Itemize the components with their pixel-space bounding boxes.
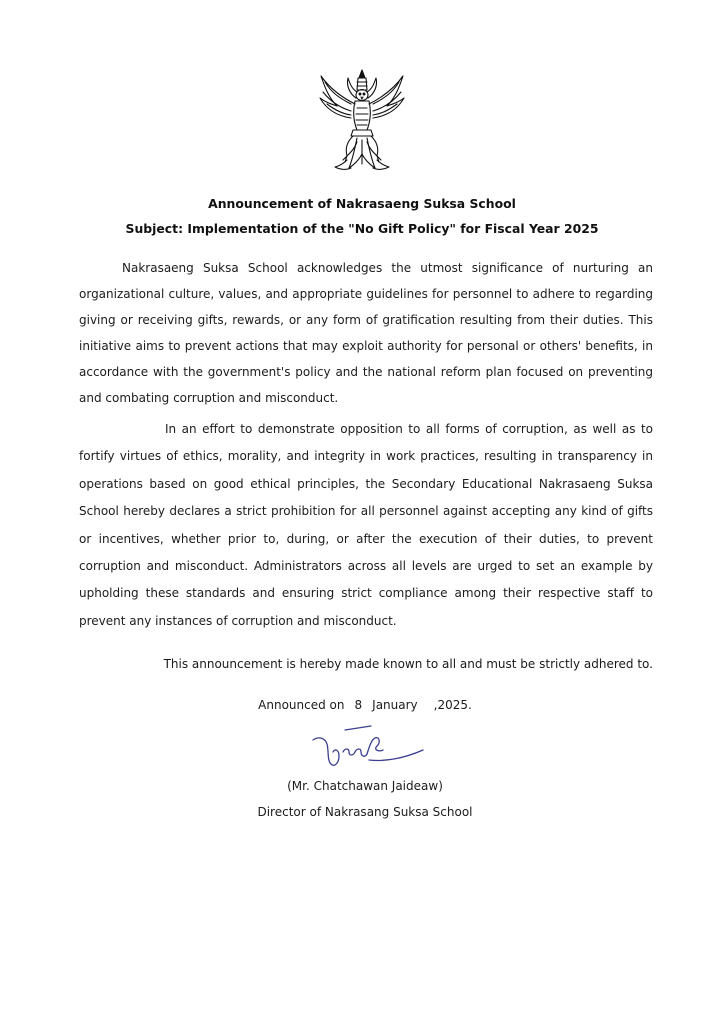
body-paragraph-2: In an effort to demonstrate opposition to all forms of corruption, as well as to fortify virtues of ethics, morality, and integrity in work practices, resulting in transparency in operations based on good ethical principles, the Secondary Educational Nakrasaeng Suksa School hereby declares a strict prohibition for all personnel against accepting any kind of gifts or incentives, whether prior to, during, or after the execution of their duties, to prevent corruption and misconduct. Administrators across all levels are urged to set an example by upholding these standards and ensuring strict compliance among their respective staff to prevent any instances of corruption and misconduct. [79,422,653,628]
announcement-title: Announcement of Nakrasaeng Suksa School [208,196,516,211]
announcement-subject: Subject: Implementation of the "No Gift Policy" for Fiscal Year 2025 [125,221,599,236]
announced-day: 8 [354,698,363,712]
signature [305,722,435,772]
signer-position: Director of Nakrasang Suksa School [257,805,473,819]
body-paragraph-3: This announcement is hereby made known to all and must be strictly adhered to. [163,657,653,671]
signer-name: (Mr. Chatchawan Jaideaw) [287,779,443,793]
garuda-emblem [317,68,407,178]
announcement-date-line [0,698,724,712]
announced-month: January [372,698,418,712]
announced-label: Announced on [258,698,345,712]
announced-year: ,2025. [433,698,472,712]
body-paragraph-1: Nakrasaeng Suksa School acknowledges the utmost significance of nurturing an organizational culture, values, and appropriate guidelines for personnel to adhere to regarding giving or receiving gifts, rewards, or any form of gratification resulting from their duties. This initiative aims to prevent actions that may exploit authority for personal or others' benefits, in accordance with the government's policy and the national reform plan focused on preventing and combating corruption and misconduct. [79,261,653,405]
